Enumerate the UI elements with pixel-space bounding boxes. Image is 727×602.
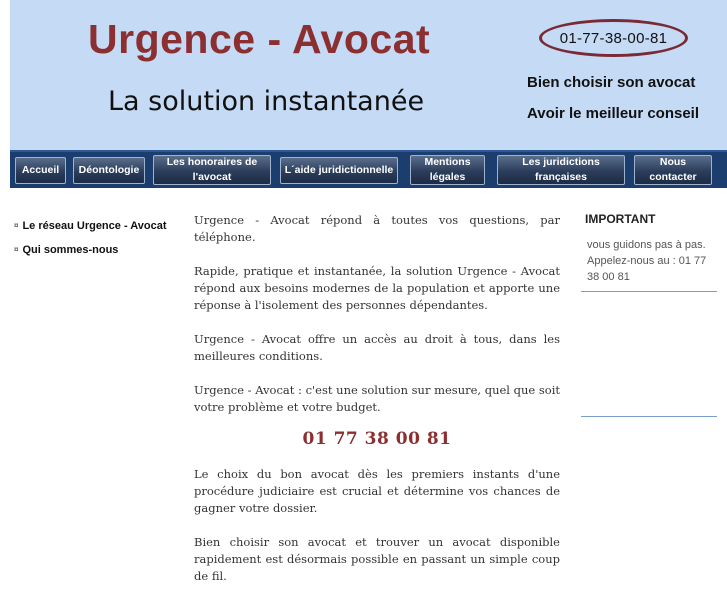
site-title: Urgence - Avocat (88, 16, 431, 62)
nav-contact[interactable]: Nous contacter (634, 155, 712, 185)
content-paragraph: Le choix du bon avocat dès les premiers instants d'une procédure judiciaire est crucial et détermine vos chances de gagner votre dossier. (194, 467, 560, 515)
bullet-icon: ¤ (14, 221, 19, 230)
nav-mentions-legales[interactable]: Mentions légales (410, 155, 485, 185)
nav-accueil[interactable]: Accueil (15, 157, 66, 184)
sidebar-link-label: Le réseau Urgence - Avocat (22, 220, 167, 232)
important-heading: IMPORTANT (585, 212, 656, 226)
nav-deontologie[interactable]: Déontologie (73, 157, 145, 184)
content-paragraph: Urgence - Avocat offre un accès au droit à tous, dans les meilleures conditions. (194, 332, 560, 363)
nav-honoraires[interactable]: Les honoraires de l'avocat (153, 155, 271, 185)
sidebar-link-label: Qui sommes-nous (22, 244, 119, 256)
site-subtitle: La solution instantanée (108, 86, 425, 117)
tagline-choose-lawyer: Bien choisir son avocat (527, 74, 696, 91)
main-navigation (10, 150, 727, 188)
main-content (194, 212, 560, 602)
sidebar-link-qui-sommes-nous[interactable] (14, 244, 118, 256)
sidebar-link-reseau[interactable] (14, 220, 167, 232)
header-banner (10, 0, 727, 150)
content-paragraph: Urgence - Avocat : c'est une solution sur mesure, quel que soit votre problème et votre budget. (194, 383, 560, 414)
nav-aide-juridictionnelle[interactable]: L´aide juridictionnelle (280, 157, 398, 184)
header-phone: 01-77-38-00-81 (539, 19, 688, 57)
nav-juridictions[interactable]: Les juridictions françaises (497, 155, 625, 185)
sidebar-divider (581, 416, 717, 417)
important-text: vous guidons pas à pas. Appelez-nous au : 01 77 38 00 81 (587, 239, 707, 283)
sidebar-divider (581, 291, 717, 292)
bullet-icon: ¤ (14, 245, 19, 254)
content-paragraph: Rapide, pratique et instantanée, la solution Urgence - Avocat répond aux besoins modernes de la population et apporte une réponse à l'isolement des personnes dépendantes. (194, 264, 560, 312)
main-phone-number: 01 77 38 00 81 (302, 429, 452, 449)
tagline-best-advice: Avoir le meilleur conseil (527, 105, 700, 122)
content-paragraph: Bien choisir son avocat et trouver un avocat disponible rapidement est désormais possible en passant un simple coup de fil. (194, 535, 560, 583)
intro-paragraph: Urgence - Avocat répond à toutes vos questions, par téléphone. (194, 213, 560, 244)
